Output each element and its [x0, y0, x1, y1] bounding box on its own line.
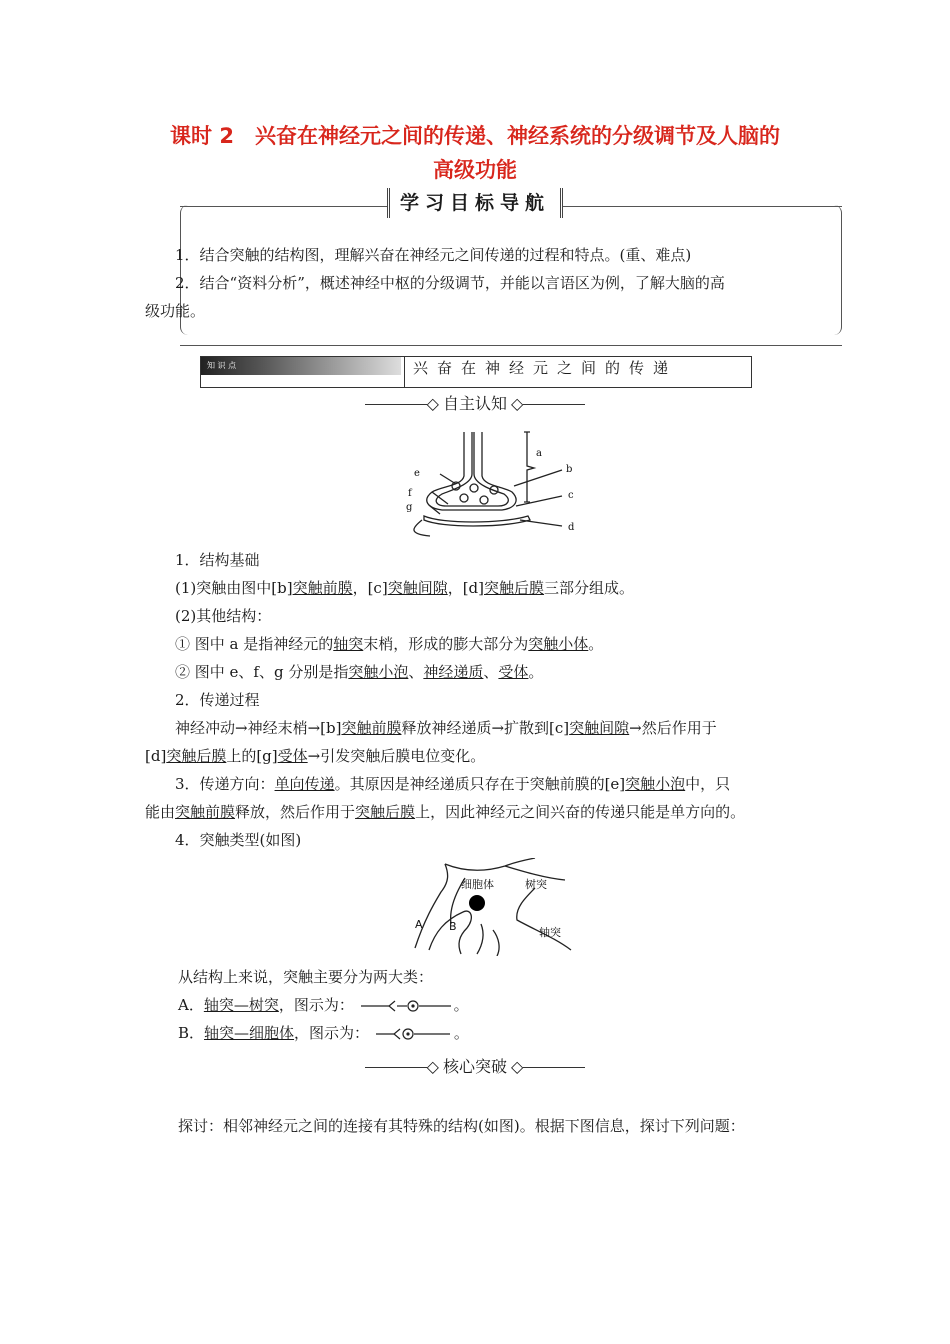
label-d: d — [568, 522, 575, 533]
knowledge-point-title: 兴奋在神经元之间的传递 — [413, 359, 678, 377]
label-axon: 轴突 — [539, 926, 561, 939]
label-b: b — [566, 464, 573, 475]
para-synapse-parts: (1)突触由图中[b]突触前膜，[c]突触间隙，[d]突触后膜三部分组成。 — [175, 579, 635, 597]
label-e: e — [414, 468, 420, 479]
synapse-types-diagram — [405, 858, 577, 956]
goal-item-2b: 级功能。 — [145, 302, 206, 320]
explore-question: 探讨：相邻神经元之间的连接有其特殊的结构(如图)。根据下图信息，探讨下列问题： — [178, 1117, 745, 1135]
knowledge-point-tag-bar — [201, 357, 401, 375]
label-B: B — [449, 920, 457, 933]
label-f: f — [408, 488, 412, 499]
heading-transmission-process: 2．传递过程 — [175, 691, 260, 709]
goal-item-1: 1．结合突触的结构图，理解兴奋在神经元之间传递的过程和特点。(重、难点) — [175, 246, 692, 264]
label-c: c — [568, 490, 574, 501]
knowledge-point-tag: 知 识 点 — [207, 361, 237, 370]
para-direction-1: 3．传递方向：单向传递。其原因是神经递质只存在于突触前膜的[e]突触小泡中，只 — [175, 775, 731, 793]
para-direction-2: 能由突触前膜释放，然后作用于突触后膜上，因此神经元之间兴奋的传递只能是单方向的。 — [145, 803, 746, 821]
para-other-structures: (2)其他结构： — [175, 607, 272, 625]
section-heading-core-breakthrough: ◇ 核心突破 ◇ — [0, 1054, 950, 1077]
label-a: a — [536, 448, 542, 459]
synapse-structure-diagram — [402, 428, 592, 540]
para-process-2: [d]突触后膜上的[g]受体→引发突触后膜电位变化。 — [145, 747, 486, 765]
axo-dendritic-symbol — [359, 999, 454, 1013]
heading-structure-basis: 1．结构基础 — [175, 551, 260, 569]
section-heading-self-study: ◇ 自主认知 ◇ — [0, 391, 950, 414]
heading-synapse-types: 4．突触类型(如图) — [175, 831, 302, 849]
goals-box-bottom-line — [180, 345, 842, 346]
para-structure-efg: ② 图中 e、f、g 分别是指突触小泡、神经递质、受体。 — [175, 663, 544, 681]
cell-body-dot — [469, 895, 485, 911]
axo-somatic-symbol — [374, 1027, 454, 1041]
para-two-types: 从结构上来说，突触主要分为两大类： — [178, 968, 434, 986]
label-g: g — [406, 502, 413, 513]
label-A: A — [415, 918, 423, 931]
label-dendrite: 树突 — [525, 878, 547, 891]
type-b-line: B．轴突—细胞体，图示为： 。 — [178, 1024, 469, 1042]
para-structure-a: ① 图中 a 是指神经元的轴突末梢，形成的膨大部分为突触小体。 — [175, 635, 604, 653]
lesson-title-line2: 高级功能 — [433, 158, 517, 182]
type-a-line: A．轴突—树突，图示为： 。 — [178, 996, 469, 1014]
para-process-1: 神经冲动→神经末梢→[b]突触前膜释放神经递质→扩散到[c]突触间隙→然后作用于 — [175, 719, 717, 737]
goal-item-2a: 2．结合“资料分析”，概述神经中枢的分级调节，并能以言语区为例，了解大脑的高 — [175, 274, 725, 292]
knowledge-point-banner — [200, 356, 752, 388]
lesson-title-line1: 课时 2 兴奋在神经元之间的传递、神经系统的分级调节及人脑的 — [170, 124, 780, 148]
label-cell-body: 细胞体 — [461, 878, 494, 891]
goals-heading: 学习目标导航 — [0, 188, 950, 218]
